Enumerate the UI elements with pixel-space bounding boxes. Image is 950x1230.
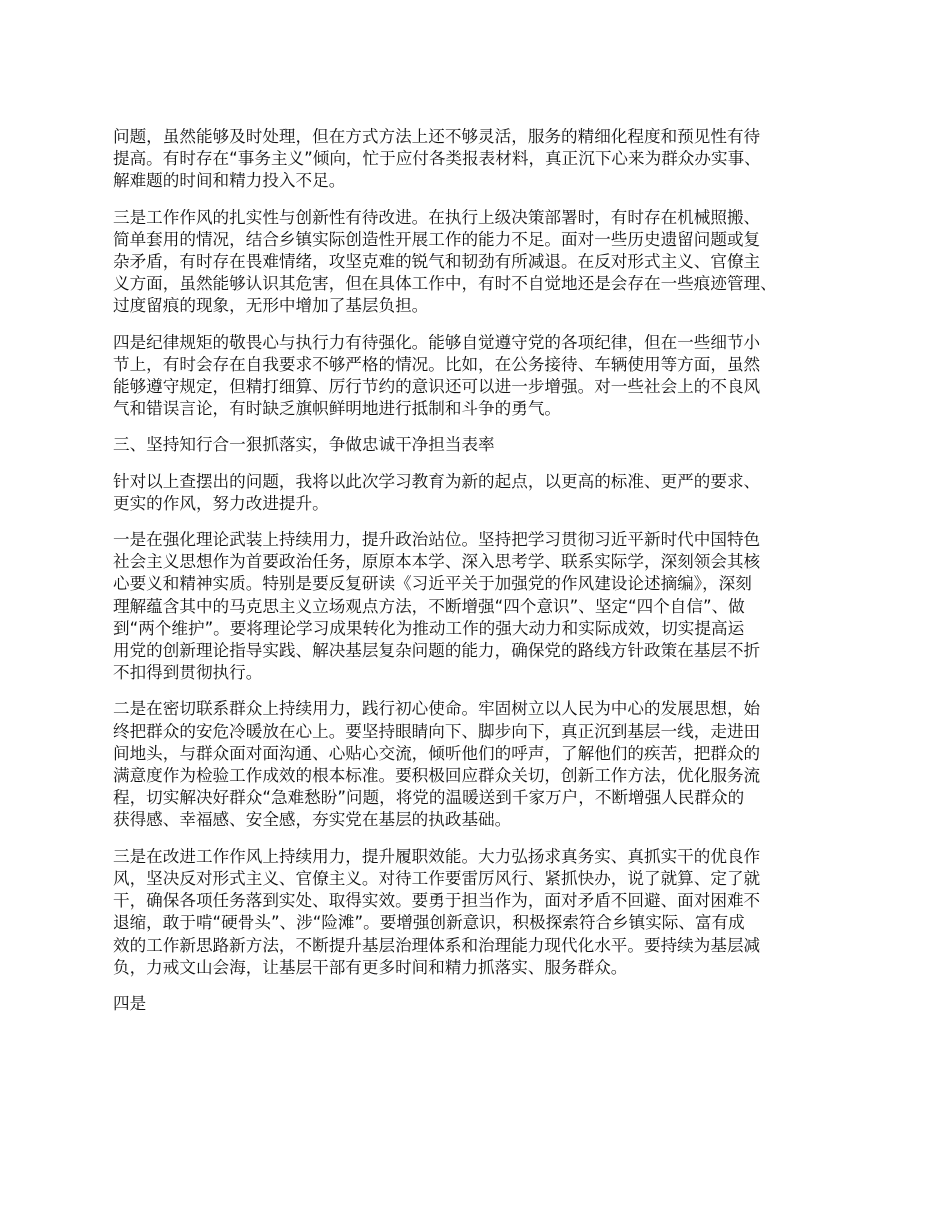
document-body bbox=[113, 126, 853, 1029]
paragraph-5: 一是在强化理论武装上持续用力，提升政治站位。坚持把学习贯彻习近平新时代中国特色 社会主义思想作为首要政治任务，原原本本学、深入思考学、联系实际学，深刻领会其核 心要义和精神实质。特别是要反复研读《习近平关于加强党的作风建设论述摘编》，深刻 理解蕴含其中的马克思主义立场观点方法，不断增强“四个意识”、坚定“四个自信”、做 到“两个维护”。要将理论学习成果转化为推动工作的强大动力和实际成效，切实提高运 用党的创新理论指导实践、解决基层复杂问题的能力，确保党的路线方针政策在基层不折 不扣得到贯彻执行。 bbox=[113, 530, 761, 683]
section-heading: 三、坚持知行合一狠抓落实，争做忠诚干净担当表率 bbox=[113, 435, 495, 455]
paragraph-6: 二是在密切联系群众上持续用力，践行初心使命。牢固树立以人民为中心的发展思想，始 终把群众的安危冷暖放在心上。要坚持眼睛向下、脚步向下，真正沉到基层一线，走进田 间地头，与群众面对面沟通、心贴心交流，倾听他们的呼声，了解他们的疾苦，把群众的 满意度作为检验工作成效的根本标准。要积极回应群众关切，创新工作方法，优化服务流 程，切实解决好群众“急难愁盼”问题，将党的温暖送到千家万户，不断增强人民群众的 获得感、幸福感、安全感，夯实党在基层的执政基础。 bbox=[113, 699, 761, 830]
paragraph-1: 问题，虽然能够及时处理，但在方式方法上还不够灵活，服务的精细化程度和预见性有待 提高。有时存在“事务主义”倾向，忙于应付各类报表材料，真正沉下心来为群众办实事、 解难题的时间和精力投入不足。 bbox=[113, 127, 761, 191]
paragraph-4: 针对以上查摆出的问题，我将以此次学习教育为新的起点，以更高的标准、更严的要求、 更实的作风，努力改进提升。 bbox=[113, 471, 761, 513]
paragraph-7: 三是在改进工作作风上持续用力，提升履职效能。大力弘扬求真务实、真抓实干的优良作 风，坚决反对形式主义、官僚主义。对待工作要雷厉风行、紧抓快办，说了就算、定了就 干，确保各项任务落到实处、取得实效。要勇于担当作为，面对矛盾不回避、面对困难不 退缩，敢于啃“硬骨头”、涉“险滩”。要增强创新意识，积极探索符合乡镇实际、富有成 效的工作新思路新方法，不断提升基层治理体系和治理能力现代化水平。要持续为基层减 负，力戒文山会海，让基层干部有更多时间和精力抓落实、服务群众。 bbox=[113, 846, 761, 977]
paragraph-2: 三是工作作风的扎实性与创新性有待改进。在执行上级决策部署时，有时存在机械照搬、 简单套用的情况，结合乡镇实际创造性开展工作的能力不足。面对一些历史遗留问题或复 杂矛盾，有时存在畏难情绪，攻坚克难的锐气和韧劲有所减退。在反对形式主义、官僚主 义方面，虽然能够认识其危害，但在具体工作中，有时不自觉地还是会存在一些痕迹管理、 过度留痕的现象，无形中增加了基层负担。 bbox=[113, 207, 777, 316]
paragraph-8: 四是 bbox=[113, 993, 147, 1013]
paragraph-3: 四是纪律规矩的敬畏心与执行力有待强化。能够自觉遵守党的各项纪律，但在一些细节小 节上，有时会存在自我要求不够严格的情况。比如，在公务接待、车辆使用等方面，虽然 能够遵守规定，但精打细算、厉行节约的意识还可以进一步增强。对一些社会上的不良风 气和错误言论，有时缺乏旗帜鲜明地进行抵制和斗争的勇气。 bbox=[113, 332, 761, 419]
